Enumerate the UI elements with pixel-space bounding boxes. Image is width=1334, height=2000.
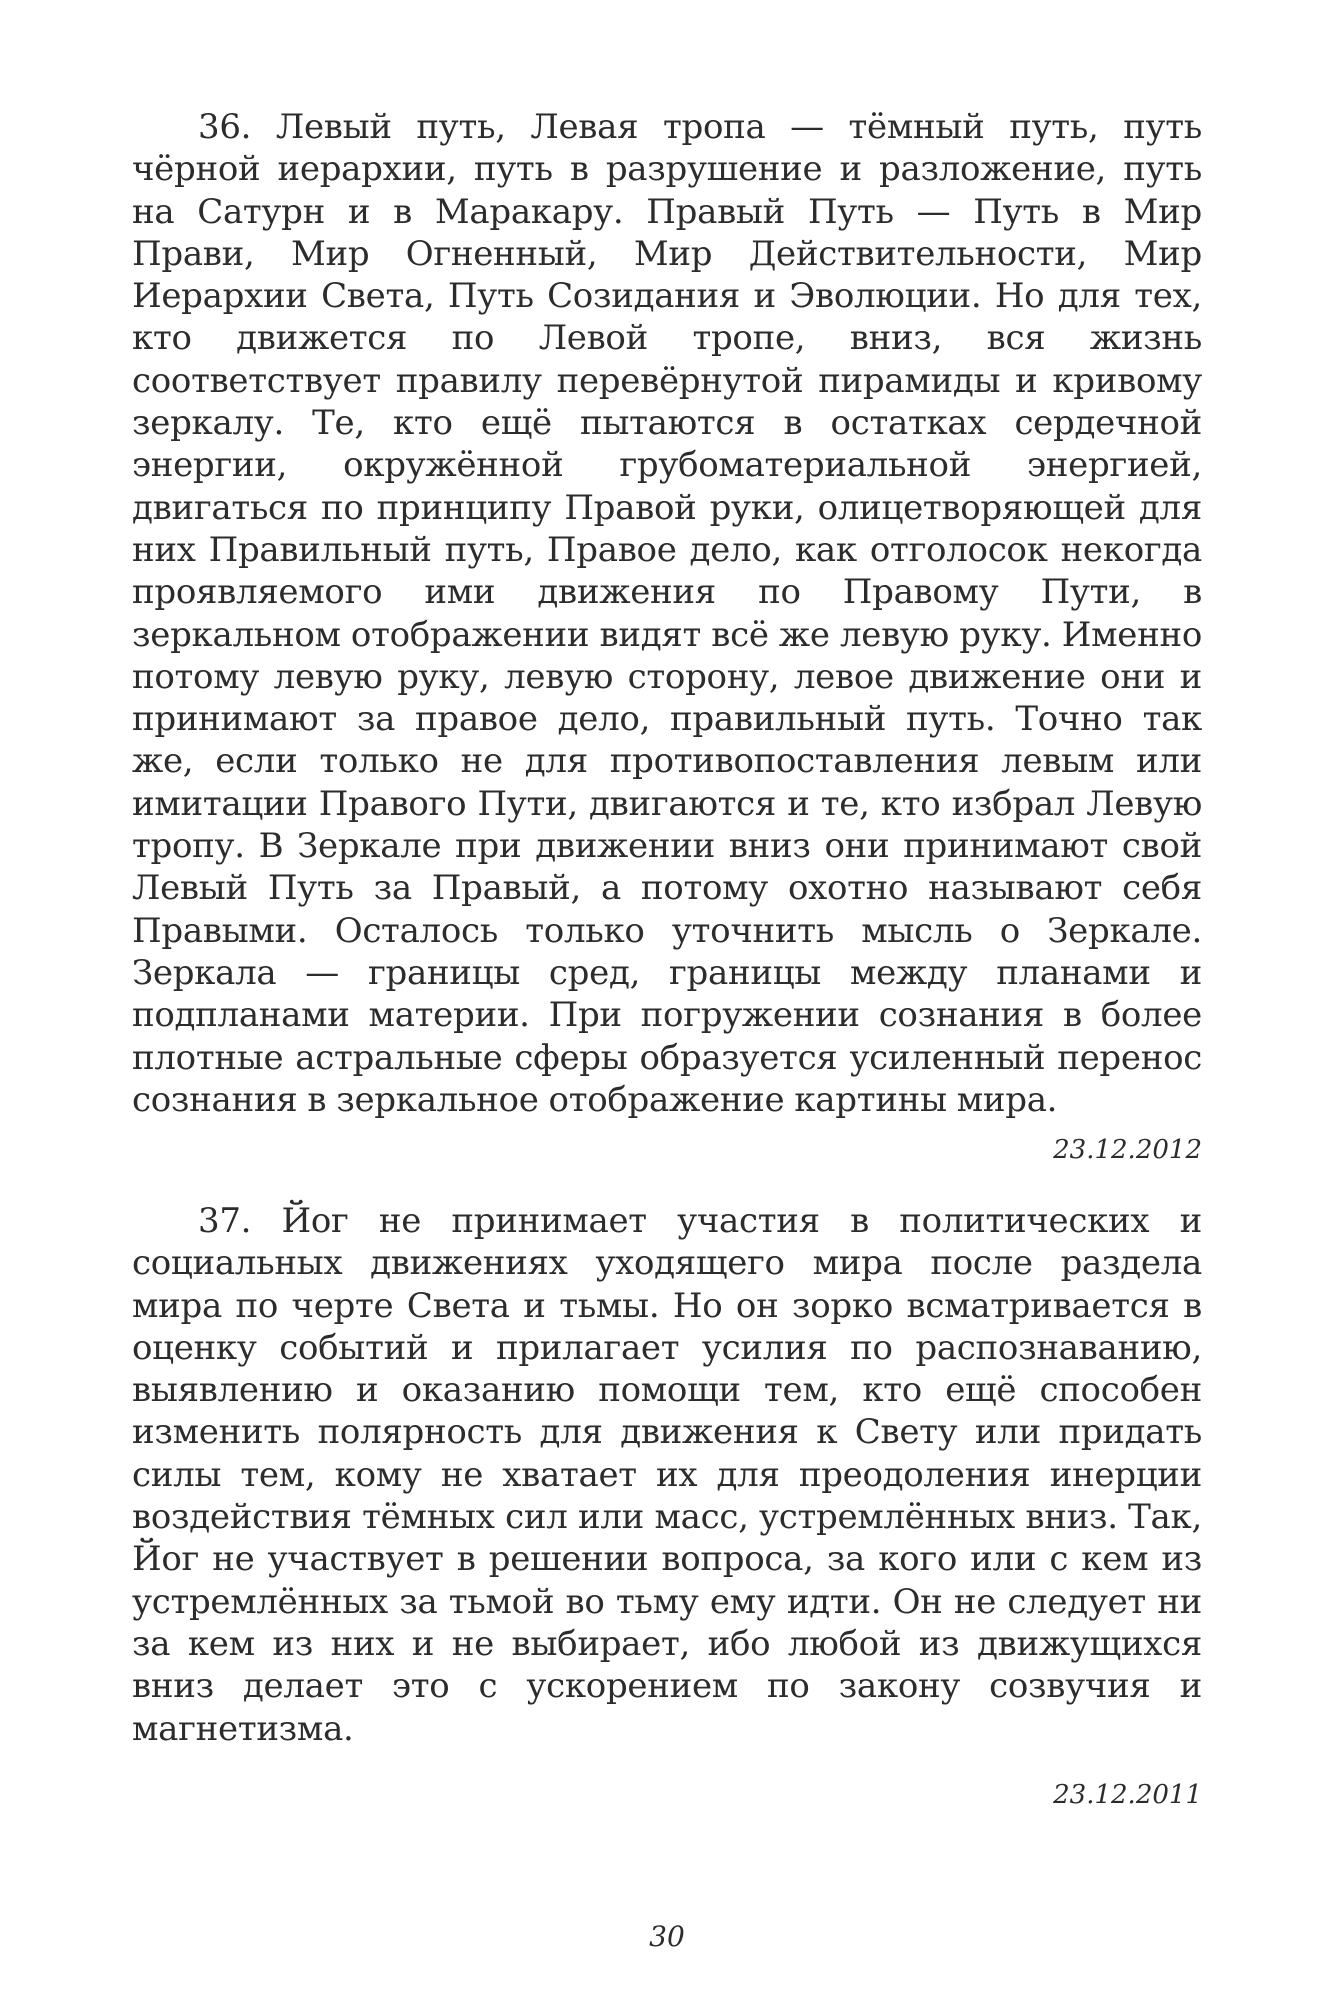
entry-36-text: 36. Левый путь, Левая тропа — тёмный путь, путь чёрной иерархии, путь в разрушение и разложение, путь на Сатурн и в Маракару. Правый Путь — Путь в Мир Прави, Мир Огненный, Мир Действительности, Мир Иерархии Света, Путь Созидания и Эволюции. Но для тех, кто движется по Левой тропе, вниз, вся жизнь соответствует правилу перевёрнутой пирамиды и кривому зеркалу. Те, кто ещё пытаются в остатках сердечной энергии, окружённой грубоматериальной энергией, двигаться по принципу Правой руки, олицетворяющей для них Правильный путь, Правое дело, как отголосок некогда проявляемого ими движения по Правому Пути, в зеркальном отображении видят всё же левую руку. Именно потому левую руку, левую сторону, левое движение они и принимают за правое дело, правильный путь. Точно так же, если только не для противопоставления левым или имитации Правого Пути, двигаются и те, кто избрал Левую тропу. В Зеркале при движении вниз они принимают свой Левый Путь за Правый, а потому охотно называют себя Правыми. Осталось только уточнить мысль о Зеркале. Зеркала — границы сред, границы между планами и подпланами материи. При погружении сознания в более плотные астральные сферы образуется усиленный перенос сознания в зеркальное отображение картины мира. xyxy=(132,107,1202,1120)
entry-36-date: 23.12.2012 xyxy=(1053,1135,1202,1166)
entry-37-text: 37. Йог не принимает участия в политических и социальных движениях уходящего мира после раздела мира по черте Света и тьмы. Но он зорко всматривается в оценку событий и прилагает усилия по распознаванию, выявлению и оказанию помощи тем, кто ещё способен изменить полярность для движения к Свету или придать силы тем, кому не хватает их для преодоления инерции воздействия тёмных сил или масс, устремлённых вниз. Так, Йог не участвует в решении вопроса, за кого или с кем из устремлённых за тьмой во тьму ему идти. Он не следует ни за кем из них и не выбирает, ибо любой из движущихся вниз делает это с ускорением по закону созвучия и магнетизма. xyxy=(132,1201,1202,1749)
page-number: 30 xyxy=(649,1920,685,1953)
entry-37 xyxy=(132,1200,1202,1810)
entry-37-date: 23.12.2011 xyxy=(1053,1779,1202,1810)
entry-36 xyxy=(132,106,1202,1165)
